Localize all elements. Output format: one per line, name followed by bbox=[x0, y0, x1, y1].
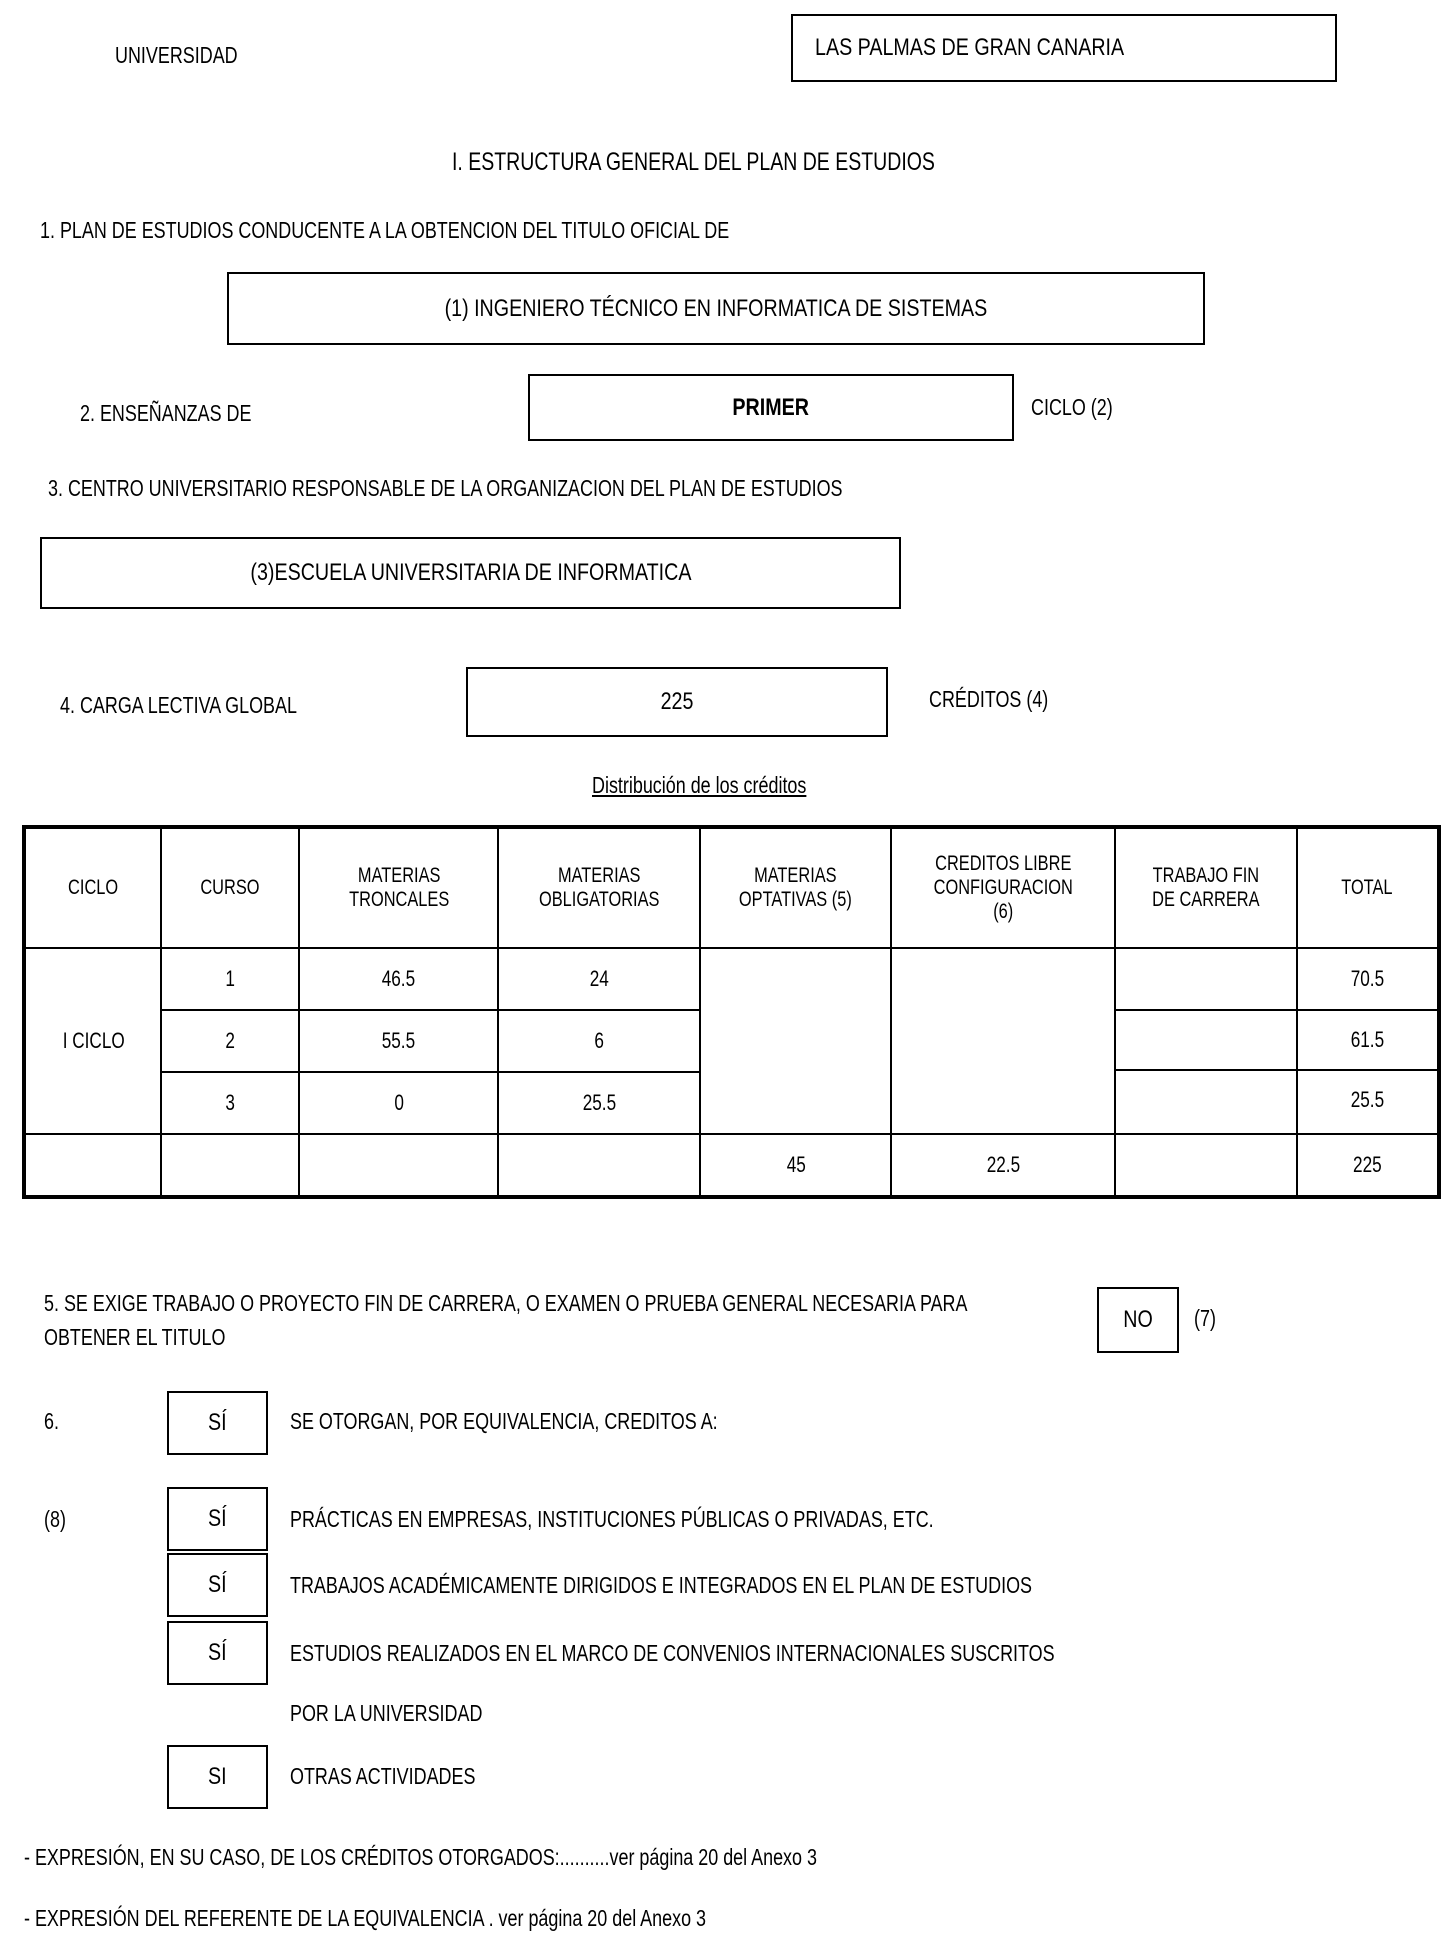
item3-label: 3. CENTRO UNIVERSITARIO RESPONSABLE DE LA ORGANIZACION DEL PLAN DE ESTUDIOS bbox=[48, 475, 843, 501]
obligatorias-cell: 25.5 bbox=[498, 1072, 700, 1134]
item6-text: SE OTORGAN, POR EQUIVALENCIA, CREDITOS A: bbox=[290, 1408, 718, 1434]
totals-optativas-cell: 45 bbox=[700, 1134, 891, 1197]
item5-note: (7) bbox=[1194, 1305, 1216, 1331]
footer-line1: - EXPRESIÓN, EN SU CASO, DE LOS CRÉDITOS OTORGADOS:..........ver página 20 del Anexo 3 bbox=[24, 1844, 817, 1870]
option-practicas-field bbox=[167, 1487, 268, 1551]
obligatorias-cell: 24 bbox=[498, 948, 700, 1010]
option-practicas-value: SÍ bbox=[208, 1505, 227, 1532]
total-cell: 70.5 61.5 25.5 bbox=[1297, 948, 1439, 1134]
item6-note: (8) bbox=[44, 1506, 66, 1532]
item1-label: 1. PLAN DE ESTUDIOS CONDUCENTE A LA OBTENCION DEL TITULO OFICIAL DE bbox=[40, 217, 730, 243]
header-libre-configuracion: CREDITOS LIBRE CONFIGURACION (6) bbox=[891, 827, 1115, 948]
distribution-title: Distribución de los créditos bbox=[592, 772, 807, 798]
university-value: LAS PALMAS DE GRAN CANARIA bbox=[815, 34, 1125, 61]
totals-trabajo-fin-cell bbox=[1115, 1134, 1296, 1197]
option-otras-value: SI bbox=[208, 1763, 227, 1790]
totals-curso-cell bbox=[161, 1134, 299, 1197]
cycle-field bbox=[528, 374, 1014, 441]
university-label: UNIVERSIDAD bbox=[115, 42, 238, 68]
final-project-value: NO bbox=[1123, 1306, 1153, 1333]
university-field bbox=[791, 14, 1337, 82]
final-project-field bbox=[1097, 1287, 1179, 1353]
item5-line1: 5. SE EXIGE TRABAJO O PROYECTO FIN DE CARRERA, O EXAMEN O PRUEBA GENERAL NECESARIA PARA bbox=[44, 1290, 968, 1316]
item6-number: 6. bbox=[44, 1408, 59, 1434]
item4-label: 4. CARGA LECTIVA GLOBAL bbox=[60, 692, 297, 718]
option-convenios-text2: POR LA UNIVERSIDAD bbox=[290, 1700, 483, 1726]
libre-configuracion-cell bbox=[891, 948, 1115, 1134]
curso-cell: 2 bbox=[161, 1010, 299, 1072]
item2-label: 2. ENSEÑANZAS DE bbox=[80, 400, 252, 426]
trabajo-fin-cell bbox=[1115, 948, 1296, 1134]
troncales-cell: 0 bbox=[299, 1072, 498, 1134]
header-total: TOTAL bbox=[1297, 827, 1439, 948]
totals-ciclo-cell bbox=[24, 1134, 161, 1197]
option-practicas-text: PRÁCTICAS EN EMPRESAS, INSTITUCIONES PÚBLICAS O PRIVADAS, ETC. bbox=[290, 1506, 934, 1532]
curso-cell: 3 bbox=[161, 1072, 299, 1134]
optativas-cell bbox=[700, 948, 891, 1134]
ciclo-cell: I CICLO bbox=[24, 948, 161, 1134]
equivalence-value: SÍ bbox=[208, 1409, 227, 1436]
option-trabajos-value: SÍ bbox=[208, 1571, 227, 1598]
credits-field bbox=[466, 667, 888, 737]
curso-cell: 1 bbox=[161, 948, 299, 1010]
item5-line2: OBTENER EL TITULO bbox=[44, 1324, 226, 1350]
troncales-cell: 46.5 bbox=[299, 948, 498, 1010]
totals-total-cell: 225 bbox=[1297, 1134, 1439, 1197]
center-value: (3)ESCUELA UNIVERSITARIA DE INFORMATICA bbox=[249, 559, 692, 586]
equivalence-field bbox=[167, 1391, 268, 1455]
credits-value: 225 bbox=[660, 688, 694, 715]
totals-obligatorias-cell bbox=[498, 1134, 700, 1197]
header-troncales: MATERIAS TRONCALES bbox=[299, 827, 498, 948]
degree-field bbox=[227, 272, 1205, 345]
totals-troncales-cell bbox=[299, 1134, 498, 1197]
table-header-row bbox=[24, 827, 1439, 948]
header-optativas: MATERIAS OPTATIVAS (5) bbox=[700, 827, 891, 948]
credits-table bbox=[22, 825, 1441, 1199]
option-convenios-field bbox=[167, 1621, 268, 1685]
troncales-cell: 55.5 bbox=[299, 1010, 498, 1072]
footer-line2: - EXPRESIÓN DEL REFERENTE DE LA EQUIVALENCIA . ver página 20 del Anexo 3 bbox=[24, 1905, 707, 1931]
totals-libre-configuracion-cell: 22.5 bbox=[891, 1134, 1115, 1197]
option-convenios-text: ESTUDIOS REALIZADOS EN EL MARCO DE CONVENIOS INTERNACIONALES SUSCRITOS bbox=[290, 1640, 1055, 1666]
header-obligatorias: MATERIAS OBLIGATORIAS bbox=[498, 827, 700, 948]
option-trabajos-field bbox=[167, 1553, 268, 1617]
option-otras-field bbox=[167, 1745, 268, 1809]
option-trabajos-text: TRABAJOS ACADÉMICAMENTE DIRIGIDOS E INTEGRADOS EN EL PLAN DE ESTUDIOS bbox=[290, 1572, 1032, 1598]
center-field bbox=[40, 537, 901, 609]
option-convenios-value: SÍ bbox=[208, 1639, 227, 1666]
obligatorias-cell: 6 bbox=[498, 1010, 700, 1072]
header-ciclo: CICLO bbox=[24, 827, 161, 948]
header-trabajo-fin: TRABAJO FIN DE CARRERA bbox=[1115, 827, 1296, 948]
cycle-suffix: CICLO (2) bbox=[1031, 394, 1113, 420]
header-curso: CURSO bbox=[161, 827, 299, 948]
credits-suffix: CRÉDITOS (4) bbox=[929, 686, 1049, 712]
section-title: I. ESTRUCTURA GENERAL DEL PLAN DE ESTUDIOS bbox=[452, 148, 935, 176]
degree-value: (1) INGENIERO TÉCNICO EN INFORMATICA DE SISTEMAS bbox=[444, 294, 988, 322]
cycle-value: PRIMER bbox=[732, 393, 810, 421]
table-row bbox=[24, 948, 1439, 1010]
table-totals-row bbox=[24, 1134, 1439, 1197]
option-otras-text: OTRAS ACTIVIDADES bbox=[290, 1763, 476, 1789]
